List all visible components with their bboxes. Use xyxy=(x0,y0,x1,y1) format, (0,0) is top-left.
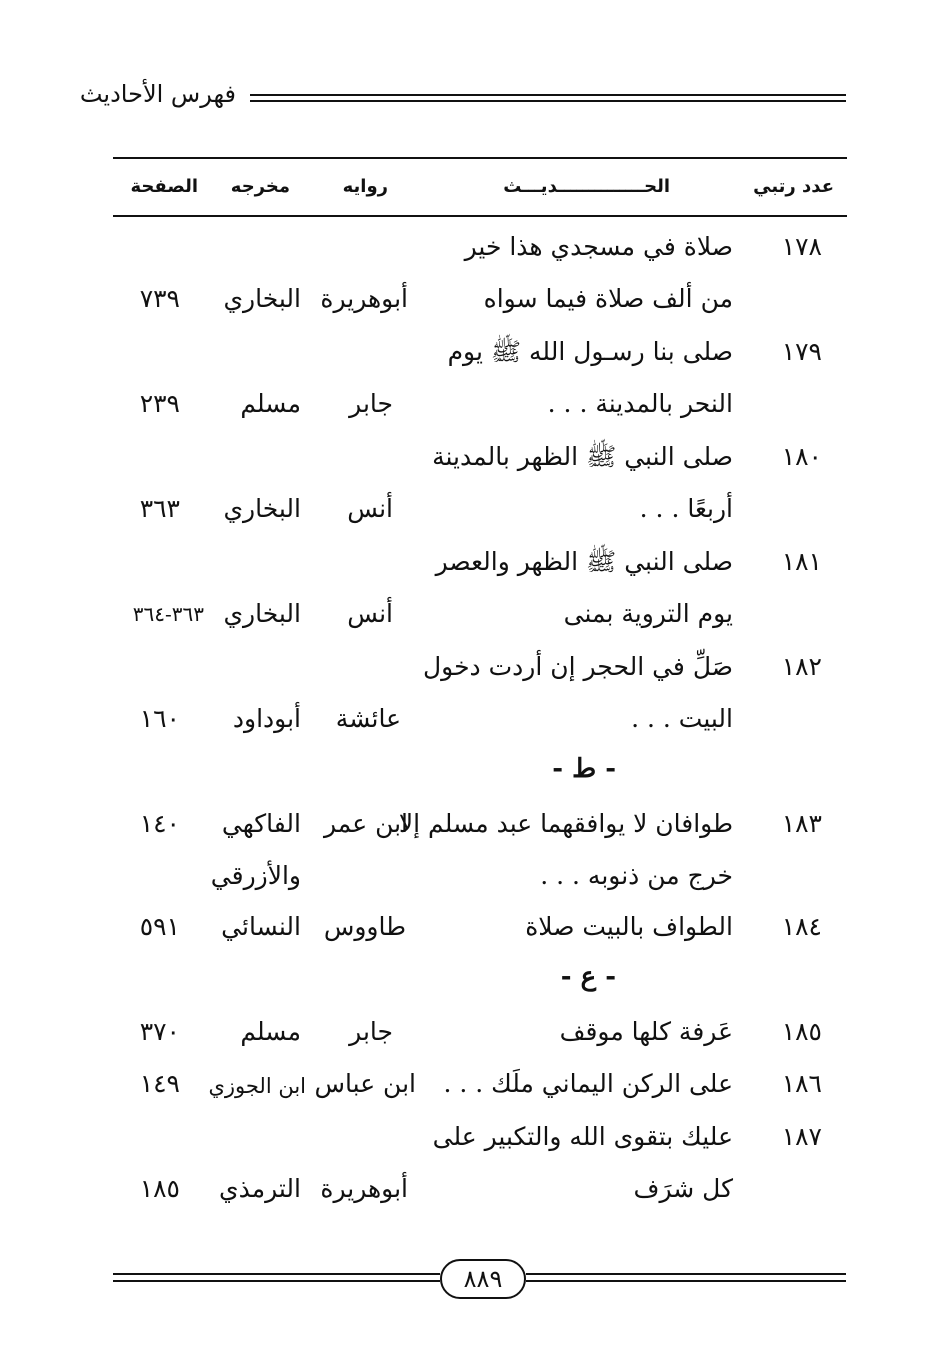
running-title: فهرس الأحاديث xyxy=(79,80,236,108)
entry-number: ١٨٦ xyxy=(781,1069,822,1098)
header-narrator: روايه xyxy=(342,176,388,197)
page-ref: ٥٩١ xyxy=(139,912,180,941)
hadith-text: صلاة في مسجدي هذا خير xyxy=(464,232,733,261)
entry-number: ١٨٤ xyxy=(781,912,822,941)
page-ref: ١٤٩ xyxy=(139,1069,180,1098)
source: ابن الجوزي xyxy=(208,1074,306,1098)
hadith-text: صلى النبي ﷺ الظهر والعصر xyxy=(435,547,733,576)
narrator: أنس xyxy=(347,494,393,523)
hadith-text: خرج من ذنوبه . . . xyxy=(540,861,733,890)
source: البخاري xyxy=(223,494,301,523)
footer-rule-right-top xyxy=(526,1273,846,1275)
header-number: عدد رتبي xyxy=(753,176,834,197)
narrator: جابر xyxy=(349,1017,393,1046)
source: الترمذي xyxy=(219,1174,301,1203)
footer-rule-left-bottom xyxy=(113,1280,440,1282)
hadith-text: من ألف صلاة فيما سواه xyxy=(483,284,733,313)
narrator: أبوهريرة xyxy=(320,1174,408,1203)
hadith-text: صَلِّ في الحجر إن أردت دخول xyxy=(423,652,733,681)
hadith-text: على الركن اليماني ملَك . . . xyxy=(443,1069,733,1098)
entry-number: ١٨٥ xyxy=(781,1017,822,1046)
header-rule-top xyxy=(250,94,846,96)
source: أبوداود xyxy=(232,704,301,733)
section-letter: - ع - xyxy=(560,962,616,992)
page-ref: ١٦٠ xyxy=(139,704,180,733)
entry-number: ١٧٩ xyxy=(781,337,822,366)
entry-number: ١٨٠ xyxy=(781,442,822,471)
source: البخاري xyxy=(223,599,301,628)
entry-number: ١٧٨ xyxy=(781,232,822,261)
hadith-text: الطواف بالبيت صلاة xyxy=(525,912,733,941)
hadith-text: النحر بالمدينة . . . xyxy=(547,389,733,418)
page-ref: ٢٣٩ xyxy=(139,389,180,418)
page-ref: ٣٦٣-٣٦٤ xyxy=(132,602,204,626)
source: النسائي xyxy=(221,912,301,941)
page-ref: ٧٣٩ xyxy=(139,284,180,313)
entry-number: ١٨١ xyxy=(781,547,822,576)
hadith-text: صلى النبي ﷺ الظهر بالمدينة xyxy=(432,442,733,471)
narrator: عائشة xyxy=(335,704,401,733)
source: مسلم xyxy=(240,1017,301,1046)
hadith-text: أربعًا . . . xyxy=(639,494,733,523)
narrator: جابر xyxy=(349,389,393,418)
hadith-text: عَرفة كلها موقف xyxy=(559,1017,733,1046)
entry-number: ١٨٣ xyxy=(781,809,822,838)
hadith-text: البيت . . . xyxy=(631,704,733,733)
header-page: الصفحة xyxy=(130,176,198,197)
narrator: ابن عمر xyxy=(323,809,408,838)
page-number: ٨٨٩ xyxy=(440,1259,526,1299)
header-rule-bottom xyxy=(250,100,846,102)
hadith-text: كل شرَف xyxy=(633,1174,733,1203)
narrator: ابن عباس xyxy=(314,1069,416,1098)
narrator: أنس xyxy=(347,599,393,628)
hadith-text: عليك بتقوى الله والتكبير على xyxy=(432,1122,733,1151)
footer-rule-left-top xyxy=(113,1273,440,1275)
page-ref: ٣٦٣ xyxy=(139,494,180,523)
entry-number: ١٨٢ xyxy=(781,652,822,681)
page-ref: ١٨٥ xyxy=(139,1174,180,1203)
header-source: مخرجه xyxy=(230,176,290,197)
footer-rule-right-bottom xyxy=(526,1280,846,1282)
narrator: أبوهريرة xyxy=(320,284,408,313)
page-ref: ١٤٠ xyxy=(139,809,180,838)
hadith-text: طوافان لا يوافقهما عبد مسلم إلا xyxy=(398,809,733,838)
source: والأزرقي xyxy=(210,861,301,890)
section-letter: - ط - xyxy=(552,754,616,784)
hadith-text: صلى بنا رسـول الله ﷺ يوم xyxy=(447,337,733,366)
table-top-rule xyxy=(113,157,847,159)
source: الفاكهي xyxy=(221,809,301,838)
hadith-text: يوم التروية بمنى xyxy=(563,599,733,628)
narrator: طاووس xyxy=(323,912,406,941)
source: مسلم xyxy=(240,389,301,418)
entry-number: ١٨٧ xyxy=(781,1122,822,1151)
page-ref: ٣٧٠ xyxy=(139,1017,180,1046)
header-hadith: الحــــــــــــــديـــث xyxy=(503,176,670,197)
source: البخاري xyxy=(223,284,301,313)
table-header-rule xyxy=(113,215,847,217)
